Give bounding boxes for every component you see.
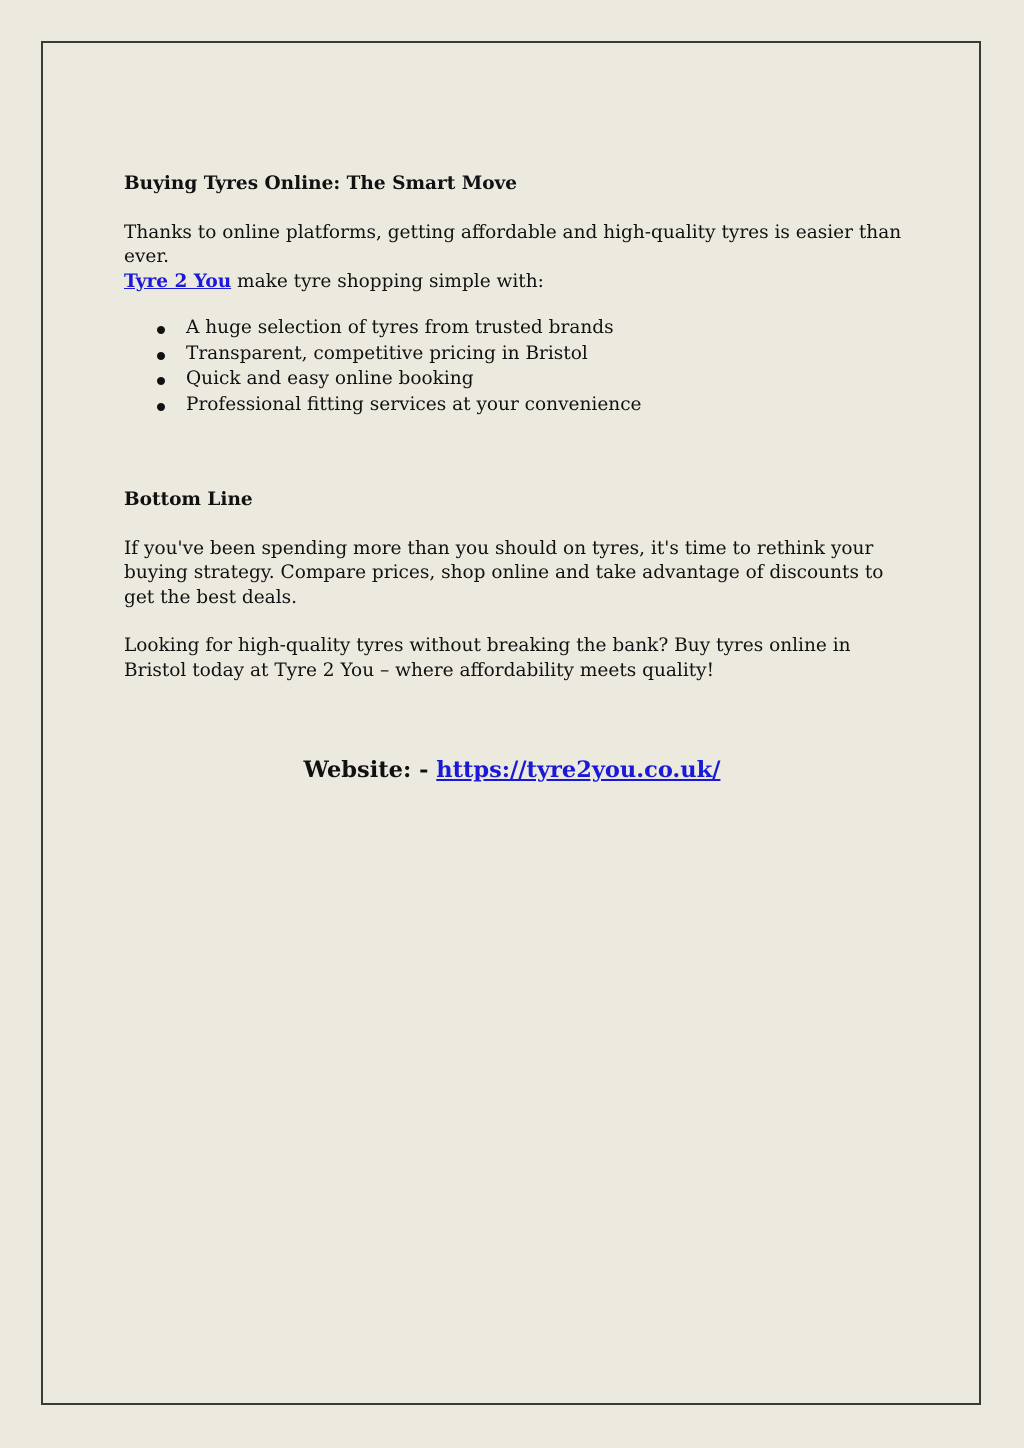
feature-text: Transparent, competitive pricing in Bristol — [186, 342, 588, 364]
bottom-line-paragraph-1: If you've been spending more than you should on tyres, it's time to rethink your buying strategy. Compare prices, shop online and take advantage of discounts to get the best deals. — [124, 537, 884, 608]
bullet-icon — [157, 403, 165, 411]
website-url-link[interactable]: https://tyre2you.co.uk/ — [436, 757, 721, 783]
intro-paragraph — [124, 221, 914, 295]
feature-text: Professional fitting services at your convenience — [186, 393, 642, 415]
list-item — [124, 342, 914, 368]
list-item — [124, 367, 914, 393]
intro-tail-text: make tyre shopping simple with: — [231, 270, 544, 292]
website-line — [124, 755, 900, 785]
bullet-icon — [157, 377, 165, 385]
website-label: Website: - — [303, 757, 437, 783]
bullet-icon — [157, 352, 165, 360]
feature-list — [124, 316, 914, 418]
section-heading-bottom-line: Bottom Line — [124, 489, 253, 510]
bullet-icon — [157, 326, 165, 334]
list-item — [124, 393, 914, 419]
bottom-line-paragraph-2: Looking for high-quality tyres without breaking the bank? Buy tyres online in Bristol today at Tyre 2 You – where affordability meets quality! — [124, 635, 851, 681]
intro-text: Thanks to online platforms, getting affordable and high-quality tyres is easier than ever. — [124, 221, 902, 267]
feature-text: Quick and easy online booking — [186, 368, 474, 389]
feature-text: A huge selection of tyres from trusted brands — [186, 317, 614, 338]
tyre-2-you-link[interactable]: Tyre 2 You — [124, 270, 232, 292]
document-body — [124, 172, 914, 785]
section-heading-buying-online: Buying Tyres Online: The Smart Move — [124, 173, 518, 194]
list-item — [124, 316, 914, 342]
